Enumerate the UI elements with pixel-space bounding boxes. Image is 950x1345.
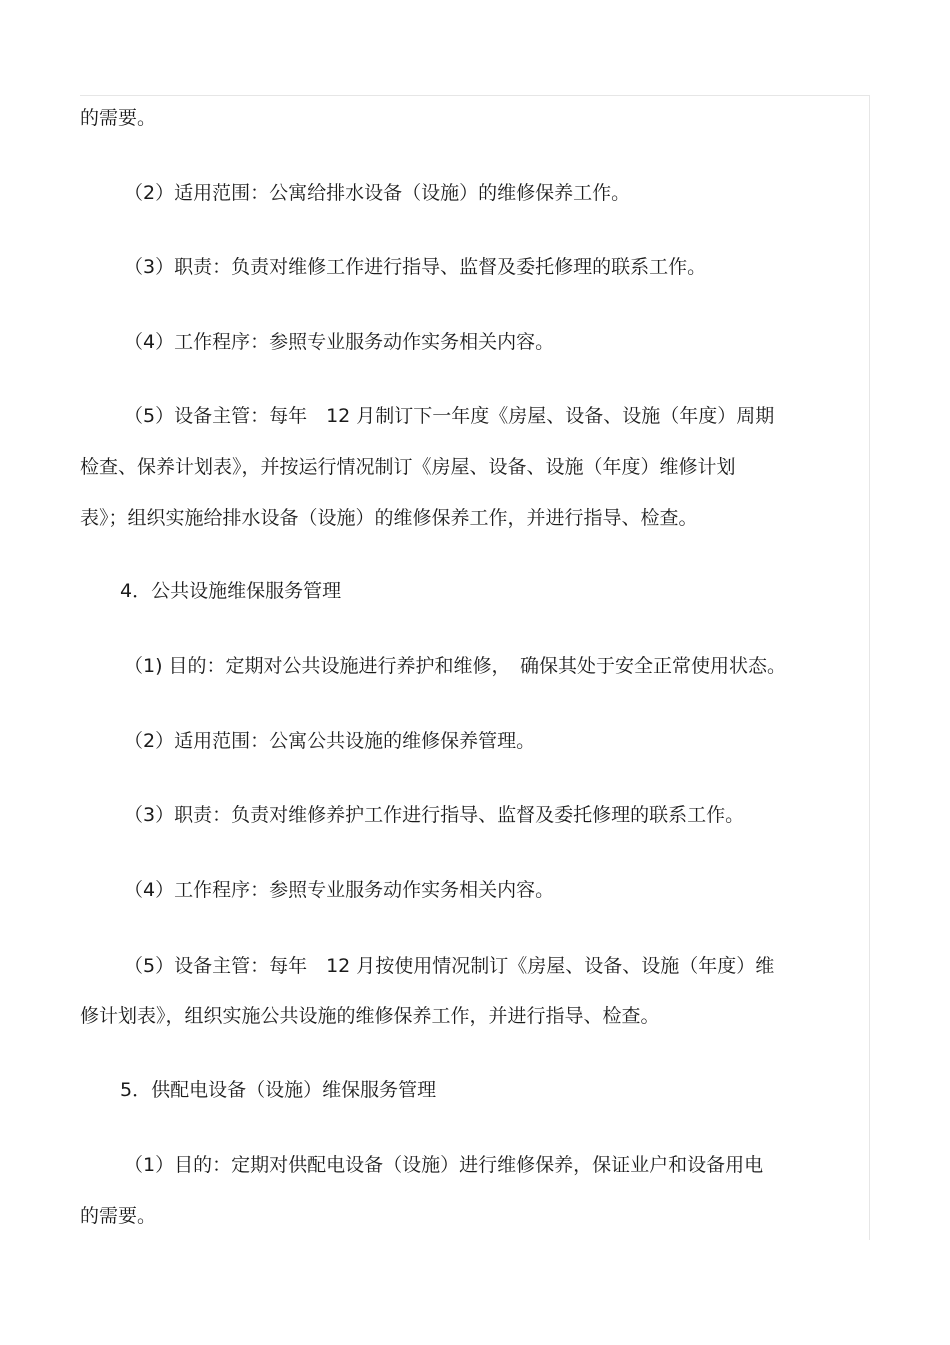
paragraph-power-purpose-line1: （1）目的：定期对供配电设备（设施）进行维修保养，保证业户和设备用电 <box>124 1154 764 1176</box>
paragraph-water-supervisor-line2: 检查、保养计划表》，并按运行情况制订《房屋、设备、设施（年度）维修计划 <box>80 456 736 478</box>
paragraph-water-scope: （2）适用范围：公寓给排水设备（设施）的维修保养工作。 <box>124 182 631 204</box>
paragraph-public-supervisor-line2: 修计划表》，组织实施公共设施的维修保养工作，并进行指导、检查。 <box>80 1005 660 1027</box>
paragraph-public-duty: （3）职责：负责对维修养护工作进行指导、监督及委托修理的联系工作。 <box>124 804 745 826</box>
section-heading-public-facilities: 4．公共设施维保服务管理 <box>120 580 342 602</box>
paragraph-public-scope: （2）适用范围：公寓公共设施的维修保养管理。 <box>124 730 536 752</box>
paragraph-water-supervisor-line1: （5）设备主管：每年 12 月制订下一年度《房屋、设备、设施（年度）周期 <box>124 405 775 427</box>
paragraph-power-purpose-line2: 的需要。 <box>80 1205 157 1227</box>
paragraph-water-supervisor-line3: 表》；组织实施给排水设备（设施）的维修保养工作，并进行指导、检查。 <box>80 507 698 529</box>
page-border-right <box>869 95 870 1240</box>
paragraph-public-procedure: （4）工作程序：参照专业服务动作实务相关内容。 <box>124 879 555 901</box>
paragraph-water-procedure: （4）工作程序：参照专业服务动作实务相关内容。 <box>124 331 555 353</box>
paragraph-water-duty: （3）职责：负责对维修工作进行指导、监督及委托修理的联系工作。 <box>124 256 707 278</box>
paragraph-public-supervisor-line1: （5）设备主管：每年 12 月按使用情况制订《房屋、设备、设施（年度）维 <box>124 955 775 977</box>
page-border-top <box>80 95 870 96</box>
paragraph-public-purpose: （1) 目的：定期对公共设施进行养护和维修， 确保其处于安全正常使用状态。 <box>124 655 787 677</box>
text-line-continuation: 的需要。 <box>80 107 157 129</box>
section-heading-power-supply: 5．供配电设备（设施）维保服务管理 <box>120 1079 437 1101</box>
